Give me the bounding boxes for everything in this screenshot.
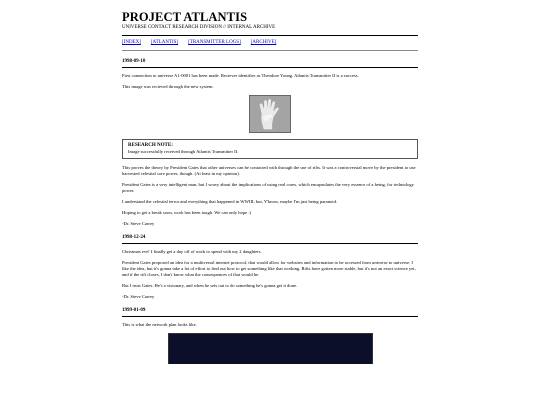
- hand-print-image: [249, 95, 291, 133]
- archive-page: [122, 0, 418, 364]
- nav-link-transmitter-logs[interactable]: [TRANSMITTER LOGS]: [188, 40, 241, 45]
- nav-link-index[interactable]: [INDEX]: [122, 40, 141, 45]
- entry-paragraph: Hoping to get a break soon, work has been tough. We can only hope :): [122, 210, 252, 215]
- entry-date: 1998-09-10: [122, 59, 146, 64]
- site-title: PROJECT ATLANTIS: [122, 10, 248, 24]
- log-entry: [122, 59, 418, 227]
- nav-link-atlantis[interactable]: [ATLANTIS]: [150, 40, 179, 45]
- research-note-body: Image successfully received through Atlantis Transmitter II.: [128, 149, 239, 154]
- entry-paragraph: I understand the celestial terror and everything that happened in WWIII, but, Y'know, maybe I'm just being paranoid.: [122, 199, 338, 204]
- entry-paragraph: But I trust Gates. He's a visionary, and when he sets out to do something he's gonna get it done.: [122, 283, 298, 288]
- entry-paragraph: This proves the theory by President Gates that other universes can be contacted with through the use of rifts. It was a controversial move by the president to use harvested celestial core power, though. (At least in my opinion).: [122, 165, 416, 176]
- entry-signature: -Dr. Steve Carrey: [122, 294, 155, 299]
- entry-date: 1998-12-24: [122, 235, 146, 240]
- entry-paragraph: This is what the network plan looks like.: [122, 322, 197, 327]
- research-note-title: RESEARCH NOTE:: [128, 143, 173, 148]
- research-note: [122, 139, 418, 159]
- nav-link-archive[interactable]: [ARCHIVE]: [250, 40, 277, 45]
- entry-divider: [122, 67, 418, 68]
- log-entry: [122, 308, 418, 364]
- network-plan-image: [168, 333, 373, 364]
- entry-divider: [122, 316, 418, 317]
- entry-paragraph: President Gates proposed an idea for a multiversal internet protocol, that would allow for websites and information to be accessed from universe to universe. I like the idea, but it's gonna take a lot of effort to find out how to get something like that working. Rifts have gotten more stable, but it's not an exact science yet, and if the rift closes, I don't know what the consequences of that would be.: [122, 260, 416, 277]
- entry-paragraph: First connection to universe A1-0001 has been made. Reciever identifies as Theodore Young. Atlantis Transmitter II is a success.: [122, 73, 359, 78]
- entry-paragraph: This image was recieved through the new system.: [122, 84, 214, 89]
- header-divider: [122, 35, 418, 36]
- entry-divider: [122, 243, 418, 244]
- image-container: [122, 95, 418, 133]
- entry-date: 1999-01-09: [122, 308, 146, 313]
- entry-paragraph: Christmas eve! I finally get a day off of work to spend with my 2 daughters.: [122, 249, 262, 254]
- nav-divider: [122, 50, 418, 51]
- nav-bar: [122, 40, 418, 46]
- log-entry: [122, 235, 418, 300]
- site-subtitle: UNIVERSE CONTACT RESEARCH DIVISION // INTERNAL ARCHIVE: [122, 25, 276, 30]
- entry-signature: -Dr. Steve Carrey: [122, 221, 155, 226]
- entry-paragraph: President Gates is a very intelligent man, but I worry about the implications of using real cores, which encapsulates the very essence of a being, for technology power.: [122, 182, 414, 193]
